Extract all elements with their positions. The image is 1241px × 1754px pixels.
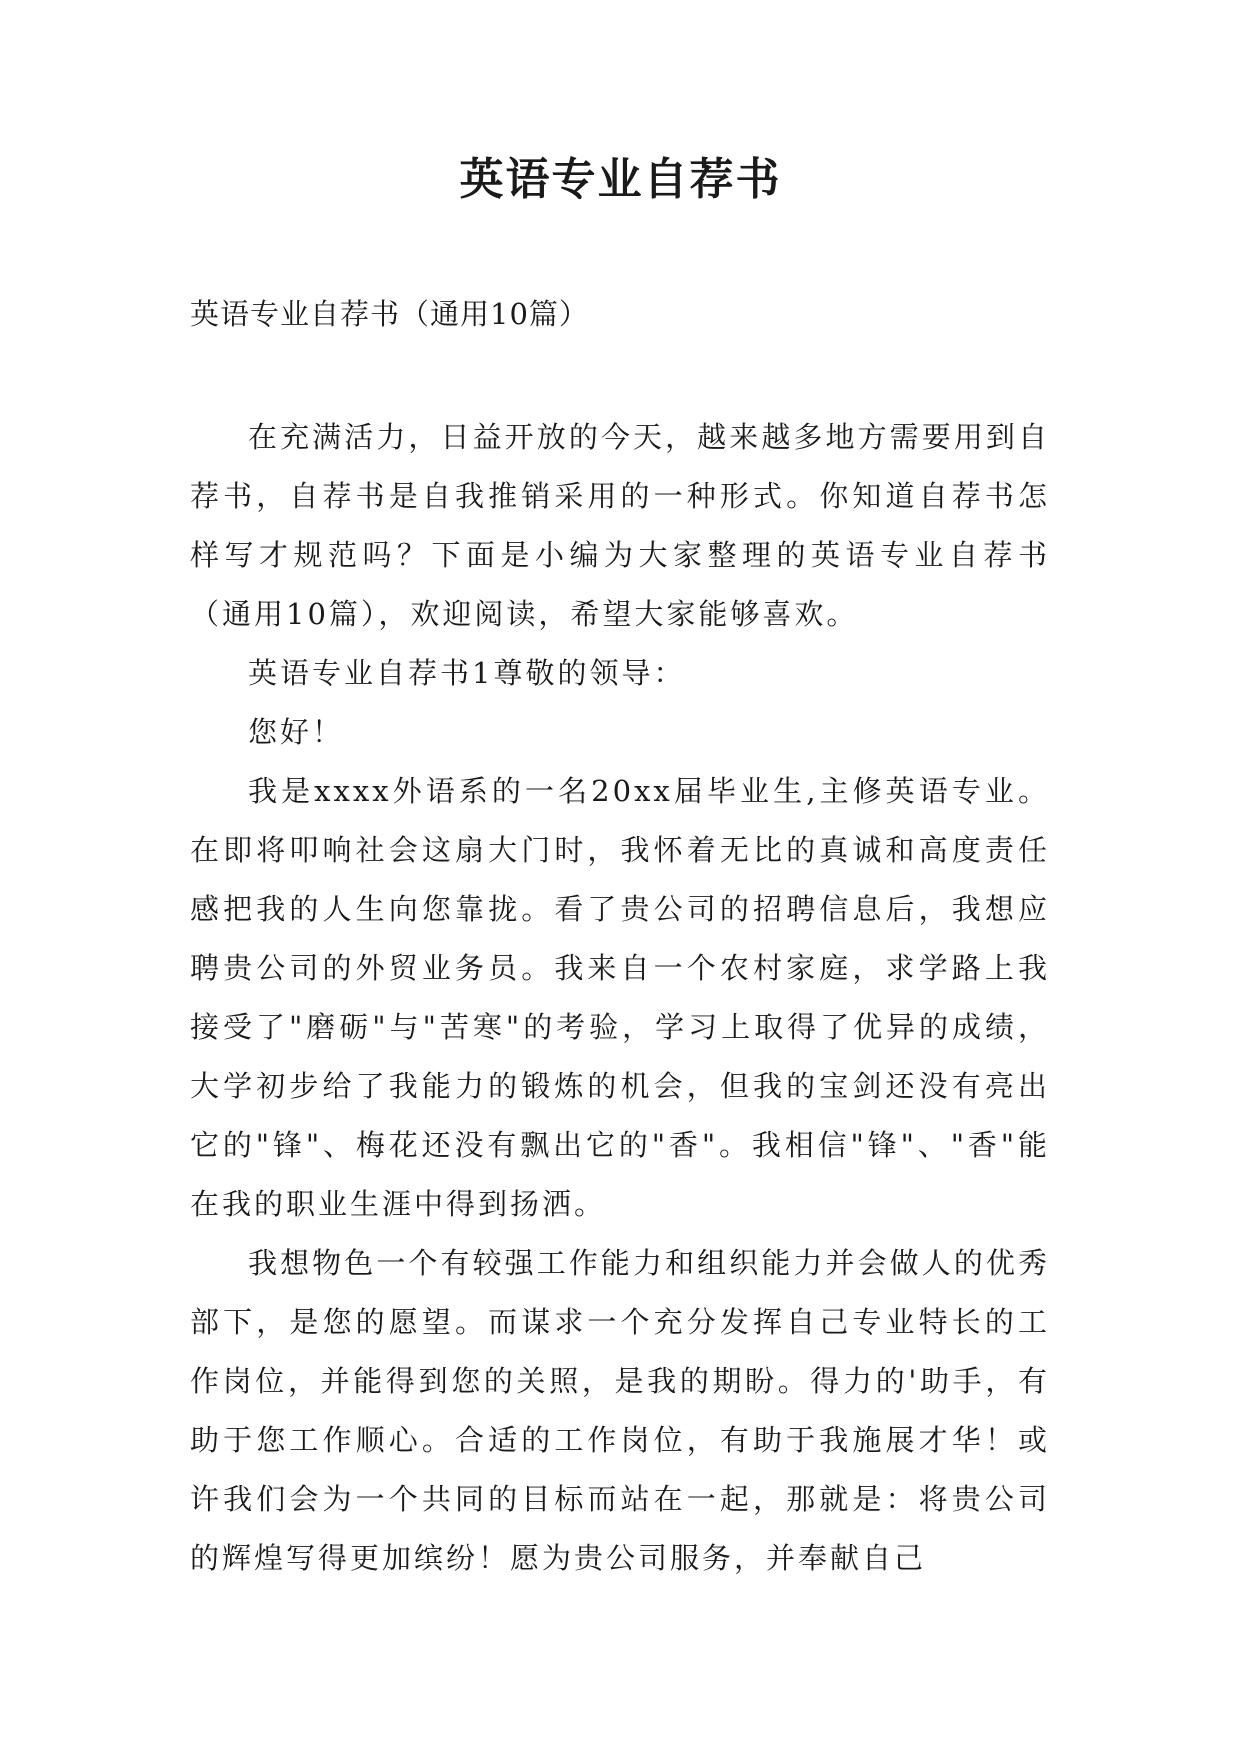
body-paragraph: 我想物色一个有较强工作能力和组织能力并会做人的优秀部下，是您的愿望。而谋求一个充分发挥自己专业特长的工作岗位，并能得到您的关照，是我的期盼。得力的'助手，有助于您工作顺心。合适的工作岗位，有助于我施展才华！或许我们会为一个共同的目标而站在一起，那就是：将贵公司的辉煌写得更加缤纷！愿为贵公司服务，并奉献自己	[190, 1246, 1050, 1575]
document-body	[190, 408, 1050, 1588]
document-title: 英语专业自荐书	[459, 154, 782, 205]
letter-greeting: 您好！	[248, 715, 345, 749]
letter-heading: 英语专业自荐书1尊敬的领导：	[248, 656, 686, 690]
body-paragraph: 我是xxxx外语系的一名20xx届毕业生,主修英语专业。在即将叩响社会这扇大门时，我怀着无比的真诚和高度责任感把我的人生向您靠拢。看了贵公司的招聘信息后，我想应聘贵公司的外贸业务员。我来自一个农村家庭，求学路上我接受了"磨砺"与"苦寒"的考验，学习上取得了优异的成绩，大学初步给了我能力的锻炼的机会，但我的宝剑还没有亮出它的"锋"、梅花还没有飘出它的"香"。我相信"锋"、"香"能在我的职业生涯中得到扬洒。	[190, 774, 1050, 1221]
intro-paragraph: 在充满活力，日益开放的今天，越来越多地方需要用到自荐书，自荐书是自我推销采用的一种形式。你知道自荐书怎样写才规范吗？下面是小编为大家整理的英语专业自荐书（通用10篇），欢迎阅读，希望大家能够喜欢。	[190, 420, 1050, 631]
document-subtitle: 英语专业自荐书（通用10篇）	[190, 297, 589, 331]
